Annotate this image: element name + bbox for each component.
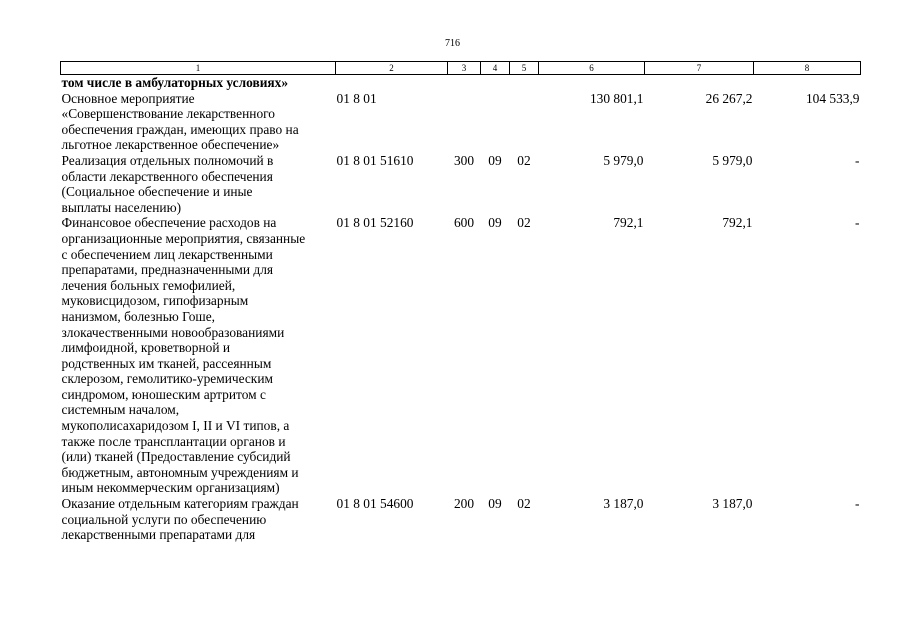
amount-col7: 26 267,2 <box>705 90 753 106</box>
expense-type-code: 200 <box>453 496 475 512</box>
target-article-code: 01 8 01 <box>336 90 377 106</box>
section-code <box>481 75 510 91</box>
subsection-code: 02 <box>517 215 531 231</box>
column-header: 6 <box>539 62 645 75</box>
amount-col8 <box>754 75 861 91</box>
target-article-code: 01 8 01 54600 <box>336 496 414 512</box>
row-name: Реализация отдельных полномочий в области лекарственного обеспечения (Социальное обеспечение и иные выплаты населению) <box>61 152 274 215</box>
subsection-code: 02 <box>517 496 531 512</box>
target-article-code <box>336 75 448 91</box>
subsection-code <box>510 91 539 153</box>
amount-total: 3 187,0 <box>603 496 644 512</box>
column-header: 3 <box>448 62 481 75</box>
row-name: том числе в амбулаторных условиях» <box>61 75 289 90</box>
section-code: 09 <box>488 496 502 512</box>
subsection-code: 02 <box>517 152 531 168</box>
amount-col7: 792,1 <box>722 215 753 231</box>
column-header: 8 <box>754 62 861 75</box>
column-header: 4 <box>481 62 510 75</box>
expense-type-code <box>448 75 481 91</box>
column-header: 1 <box>61 62 336 75</box>
row-name: Оказание отдельным категориям граждан социальной услуги по обеспечению лекарственными препаратами для <box>61 496 299 543</box>
section-code <box>481 91 510 153</box>
subsection-code <box>510 75 539 91</box>
amount-col7: 3 187,0 <box>712 496 753 512</box>
section-code: 09 <box>488 152 502 168</box>
expense-type-code: 300 <box>453 152 475 168</box>
table-row <box>61 496 861 543</box>
column-header: 7 <box>645 62 754 75</box>
row-name: Финансовое обеспечение расходов на организационные мероприятия, связанные с обеспечением лиц лекарственными препаратами, предназначенными для лечения больных гемофилией, муковисцидозом, гипофизарным нанизмом, болезнью Гоше, злокачественными новообразованиями лимфоидной, кроветворной и родственных им тканей, рассеянным склерозом, гемолитико-уремическим синдромом, юношеским артритом с системным началом, мукополисахаридозом I, II и VI типов, а также после трансплантации органов и (или) тканей (Предоставление субсидий бюджетным, автономным учреждениям и иным некоммерческим организациям) <box>61 215 306 496</box>
table-row <box>61 75 861 91</box>
expense-type-code <box>448 91 481 153</box>
table-row <box>61 153 861 215</box>
table-row <box>61 215 861 496</box>
amount-total: 130 801,1 <box>589 90 644 106</box>
column-number-row <box>61 62 861 75</box>
page-number: 716 <box>445 38 460 49</box>
amount-col7 <box>645 75 754 91</box>
target-article-code: 01 8 01 51610 <box>336 152 414 168</box>
amount-col8: - <box>855 152 860 168</box>
table-row <box>61 91 861 153</box>
amount-total <box>539 75 645 91</box>
row-name: Основное мероприятие «Совершенствование лекарственного обеспечения граждан, имеющих право на льготное лекарственное обеспечение» <box>61 90 299 153</box>
expense-type-code: 600 <box>453 215 475 231</box>
amount-total: 792,1 <box>613 215 644 231</box>
amount-total: 5 979,0 <box>603 152 644 168</box>
budget-table <box>60 61 861 543</box>
amount-col8: - <box>855 215 860 231</box>
amount-col8: - <box>855 496 860 512</box>
column-header: 5 <box>510 62 539 75</box>
column-header: 2 <box>336 62 448 75</box>
section-code: 09 <box>488 215 502 231</box>
amount-col8: 104 533,9 <box>805 90 860 106</box>
amount-col7: 5 979,0 <box>712 152 753 168</box>
target-article-code: 01 8 01 52160 <box>336 215 414 231</box>
